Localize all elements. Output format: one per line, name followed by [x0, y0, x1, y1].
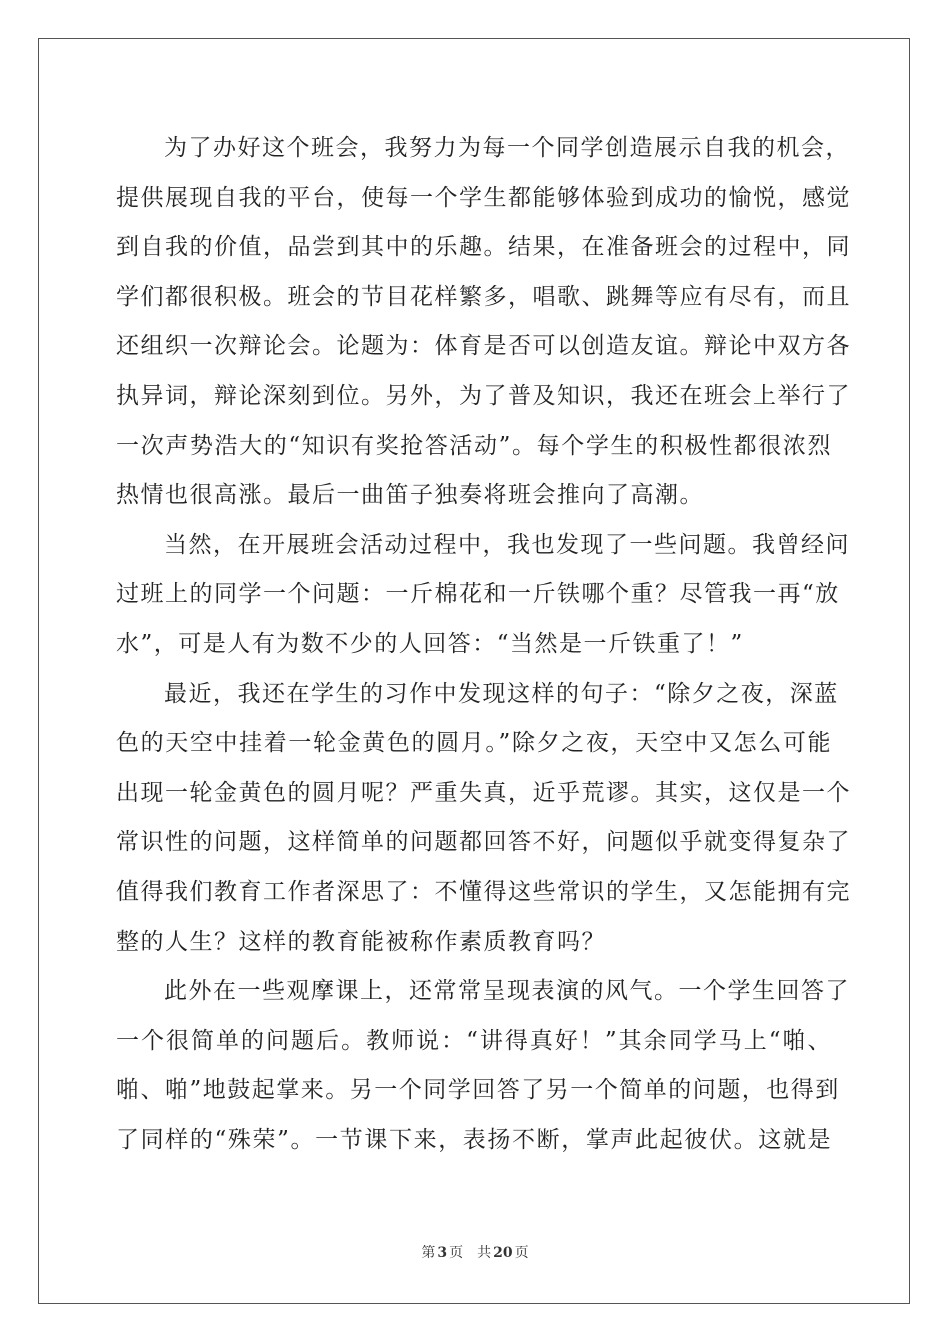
- text-line: 为了办好这个班会，我努力为每一个同学创造展示自我的机会，: [164, 135, 850, 161]
- text-line: 提供展现自我的平台，使每一个学生都能够体验到成功的愉悦，感觉: [116, 184, 851, 211]
- text-line: 常识性的问题，这样简单的问题都回答不好，问题似乎就变得复杂了: [116, 829, 851, 856]
- text-line: 此外在一些观摩课上，还常常呈现表演的风气。一个学生回答了: [164, 978, 850, 1005]
- page-prefix: 第: [421, 1245, 436, 1261]
- text-line: 执异词，辩论深刻到位。另外，为了普及知识，我还在班会上举行了: [116, 382, 851, 409]
- total-pages: 20: [493, 1245, 513, 1261]
- text-line: 色的天空中挂着一轮金黄色的圆月。”除夕之夜，天空中又怎么可能: [116, 730, 832, 757]
- text-line: 当然，在开展班会活动过程中，我也发现了一些问题。我曾经问: [164, 531, 850, 558]
- page-suffix: 页: [449, 1245, 464, 1261]
- text-line: 了同样的“殊荣”。一节课下来，表扬不断，掌声此起彼伏。这就是: [116, 1126, 832, 1153]
- text-line: 出现一轮金黄色的圆月呢？严重失真，近乎荒谬。其实，这仅是一个: [116, 779, 851, 806]
- text-line: 整的人生？这样的教育能被称作素质教育吗？: [116, 928, 606, 955]
- text-line: 还组织一次辩论会。论题为：体育是否可以创造友谊。辩论中双方各: [116, 333, 851, 360]
- text-line: 到自我的价值，品尝到其中的乐趣。结果，在准备班会的过程中，同: [116, 234, 851, 261]
- text-line: 值得我们教育工作者深思了：不懂得这些常识的学生，又怎能拥有完: [116, 878, 851, 905]
- text-line: 最近，我还在学生的习作中发现这样的句子：“除夕之夜，深蓝: [164, 680, 839, 707]
- text-line: 啪、啪”地鼓起掌来。另一个同学回答了另一个简单的问题，也得到: [116, 1077, 840, 1104]
- page-number: 3: [437, 1245, 448, 1261]
- text-line: 一个很简单的问题后。教师说：“讲得真好！”其余同学马上“啪、: [116, 1027, 832, 1054]
- text-line: 学们都很积极。班会的节目花样繁多，唱歌、跳舞等应有尽有，而且: [116, 283, 851, 310]
- total-prefix: 共: [477, 1245, 492, 1261]
- text-line: 热情也很高涨。最后一曲笛子独奏将班会推向了高潮。: [116, 482, 704, 509]
- page-footer: [0, 1243, 950, 1263]
- text-line: 过班上的同学一个问题：一斤棉花和一斤铁哪个重？尽管我一再“放: [116, 581, 840, 608]
- total-suffix: 页: [514, 1245, 529, 1261]
- text-line: 水”，可是人有为数不少的人回答：“当然是一斤铁重了！”: [116, 630, 744, 657]
- document-body: [116, 124, 851, 1165]
- text-line: 一次声势浩大的“知识有奖抢答活动”。每个学生的积极性都很浓烈: [116, 432, 832, 459]
